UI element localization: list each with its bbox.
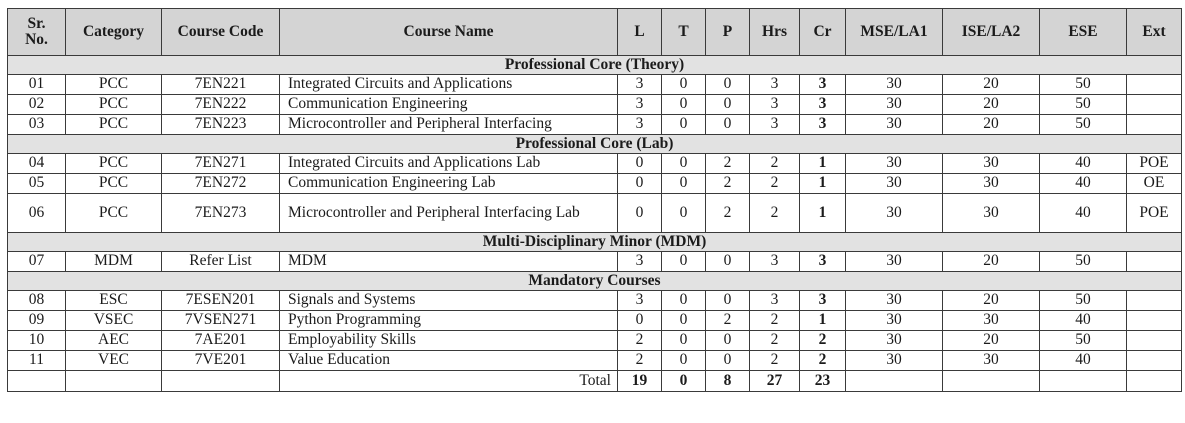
cell-course-name: Signals and Systems	[280, 291, 618, 311]
cell-code: 7VE201	[162, 351, 280, 371]
cell-sr: 11	[8, 351, 66, 371]
section-row-lab	[8, 135, 1182, 154]
table-row	[8, 351, 1182, 371]
table-row	[8, 194, 1182, 233]
cell-l: 0	[618, 154, 662, 174]
cell-code: 7EN273	[162, 194, 280, 233]
cell-mse: 30	[846, 311, 943, 331]
cell-l: 3	[618, 75, 662, 95]
cell-ise: 30	[943, 174, 1040, 194]
total-cr: 23	[800, 371, 846, 392]
cell-course-name: Microcontroller and Peripheral Interfacing	[280, 115, 618, 135]
cell-cr: 3	[800, 115, 846, 135]
header-ese: ESE	[1040, 9, 1127, 56]
cell-p: 0	[706, 75, 750, 95]
cell-code: 7EN223	[162, 115, 280, 135]
section-row-theory	[8, 56, 1182, 75]
cell-empty	[66, 371, 162, 392]
header-p: P	[706, 9, 750, 56]
cell-sr: 07	[8, 252, 66, 272]
cell-mse: 30	[846, 351, 943, 371]
cell-ese: 40	[1040, 154, 1127, 174]
cell-hrs: 3	[750, 115, 800, 135]
cell-code: 7EN272	[162, 174, 280, 194]
cell-ext: OE	[1127, 174, 1182, 194]
cell-ext	[1127, 351, 1182, 371]
cell-course-name: Communication Engineering	[280, 95, 618, 115]
cell-t: 0	[662, 291, 706, 311]
table-row	[8, 115, 1182, 135]
cell-ese: 50	[1040, 331, 1127, 351]
cell-mse: 30	[846, 194, 943, 233]
table-row	[8, 174, 1182, 194]
cell-hrs: 2	[750, 311, 800, 331]
cell-ext	[1127, 252, 1182, 272]
cell-p: 0	[706, 252, 750, 272]
cell-ise: 20	[943, 291, 1040, 311]
cell-l: 3	[618, 95, 662, 115]
cell-p: 0	[706, 351, 750, 371]
header-mse-la1: MSE/LA1	[846, 9, 943, 56]
cell-course-name: Employability Skills	[280, 331, 618, 351]
cell-sr: 09	[8, 311, 66, 331]
cell-ise: 20	[943, 95, 1040, 115]
cell-hrs: 2	[750, 154, 800, 174]
cell-cr: 3	[800, 95, 846, 115]
cell-mse: 30	[846, 291, 943, 311]
cell-ext	[1127, 291, 1182, 311]
cell-ese: 50	[1040, 115, 1127, 135]
cell-cr: 1	[800, 154, 846, 174]
cell-t: 0	[662, 154, 706, 174]
cell-sr: 02	[8, 95, 66, 115]
section-title: Multi-Disciplinary Minor (MDM)	[8, 233, 1182, 252]
cell-course-name: Value Education	[280, 351, 618, 371]
cell-hrs: 2	[750, 351, 800, 371]
cell-mse: 30	[846, 174, 943, 194]
cell-t: 0	[662, 311, 706, 331]
section-title: Professional Core (Lab)	[8, 135, 1182, 154]
cell-cr: 1	[800, 194, 846, 233]
cell-cr: 2	[800, 331, 846, 351]
cell-code: 7EN271	[162, 154, 280, 174]
cell-ese: 40	[1040, 311, 1127, 331]
cell-ise: 20	[943, 75, 1040, 95]
total-label: Total	[280, 371, 618, 392]
header-hrs: Hrs	[750, 9, 800, 56]
cell-ext	[1127, 95, 1182, 115]
cell-mse: 30	[846, 95, 943, 115]
cell-code: 7ESEN201	[162, 291, 280, 311]
cell-ise: 30	[943, 351, 1040, 371]
cell-ise: 30	[943, 154, 1040, 174]
cell-ese: 50	[1040, 95, 1127, 115]
table-row	[8, 75, 1182, 95]
cell-course-name: Integrated Circuits and Applications Lab	[280, 154, 618, 174]
cell-ext	[1127, 75, 1182, 95]
cell-category: PCC	[66, 115, 162, 135]
cell-mse: 30	[846, 75, 943, 95]
table-row	[8, 154, 1182, 174]
cell-empty	[1040, 371, 1127, 392]
cell-empty	[162, 371, 280, 392]
cell-cr: 2	[800, 351, 846, 371]
cell-mse: 30	[846, 252, 943, 272]
cell-ext	[1127, 331, 1182, 351]
cell-course-name: Communication Engineering Lab	[280, 174, 618, 194]
header-ise-la2: ISE/LA2	[943, 9, 1040, 56]
section-title: Mandatory Courses	[8, 272, 1182, 291]
cell-sr: 06	[8, 194, 66, 233]
cell-ise: 20	[943, 115, 1040, 135]
cell-t: 0	[662, 115, 706, 135]
cell-p: 0	[706, 291, 750, 311]
cell-code: 7EN221	[162, 75, 280, 95]
cell-code: 7VSEN271	[162, 311, 280, 331]
cell-ise: 30	[943, 311, 1040, 331]
cell-t: 0	[662, 75, 706, 95]
cell-empty	[943, 371, 1040, 392]
cell-p: 2	[706, 194, 750, 233]
cell-ese: 40	[1040, 174, 1127, 194]
cell-t: 0	[662, 194, 706, 233]
cell-code: 7AE201	[162, 331, 280, 351]
cell-hrs: 3	[750, 75, 800, 95]
cell-p: 0	[706, 331, 750, 351]
cell-mse: 30	[846, 331, 943, 351]
cell-ese: 40	[1040, 351, 1127, 371]
cell-p: 2	[706, 311, 750, 331]
cell-cr: 1	[800, 311, 846, 331]
cell-sr: 01	[8, 75, 66, 95]
cell-l: 2	[618, 351, 662, 371]
cell-p: 0	[706, 115, 750, 135]
course-scheme-table-wrapper	[7, 8, 1182, 392]
cell-p: 2	[706, 154, 750, 174]
cell-t: 0	[662, 331, 706, 351]
cell-ese: 40	[1040, 194, 1127, 233]
table-row	[8, 252, 1182, 272]
table-row	[8, 291, 1182, 311]
header-course-name: Course Name	[280, 9, 618, 56]
cell-l: 3	[618, 291, 662, 311]
cell-category: PCC	[66, 95, 162, 115]
cell-category: MDM	[66, 252, 162, 272]
total-hrs: 27	[750, 371, 800, 392]
header-row	[8, 9, 1182, 56]
cell-category: PCC	[66, 194, 162, 233]
cell-code: Refer List	[162, 252, 280, 272]
cell-sr: 03	[8, 115, 66, 135]
cell-category: ESC	[66, 291, 162, 311]
header-course-code: Course Code	[162, 9, 280, 56]
cell-empty	[1127, 371, 1182, 392]
cell-hrs: 3	[750, 95, 800, 115]
cell-ese: 50	[1040, 75, 1127, 95]
cell-sr: 04	[8, 154, 66, 174]
cell-p: 2	[706, 174, 750, 194]
header-sr-no: Sr. No.	[8, 9, 66, 56]
cell-hrs: 3	[750, 252, 800, 272]
cell-ise: 20	[943, 331, 1040, 351]
cell-category: PCC	[66, 154, 162, 174]
cell-course-name: Integrated Circuits and Applications	[280, 75, 618, 95]
cell-l: 0	[618, 174, 662, 194]
cell-l: 0	[618, 194, 662, 233]
cell-p: 0	[706, 95, 750, 115]
cell-cr: 3	[800, 291, 846, 311]
section-row-mdm	[8, 233, 1182, 252]
table-row	[8, 331, 1182, 351]
section-row-mandatory	[8, 272, 1182, 291]
header-category: Category	[66, 9, 162, 56]
table-row	[8, 311, 1182, 331]
cell-hrs: 3	[750, 291, 800, 311]
section-title: Professional Core (Theory)	[8, 56, 1182, 75]
cell-empty	[846, 371, 943, 392]
cell-course-name: MDM	[280, 252, 618, 272]
cell-t: 0	[662, 252, 706, 272]
cell-empty	[8, 371, 66, 392]
cell-l: 3	[618, 252, 662, 272]
cell-category: PCC	[66, 174, 162, 194]
cell-course-name: Microcontroller and Peripheral Interfacing Lab	[280, 194, 618, 233]
cell-l: 0	[618, 311, 662, 331]
cell-category: VSEC	[66, 311, 162, 331]
course-scheme-table	[7, 8, 1182, 392]
header-l: L	[618, 9, 662, 56]
cell-cr: 3	[800, 75, 846, 95]
cell-code: 7EN222	[162, 95, 280, 115]
cell-ese: 50	[1040, 291, 1127, 311]
cell-ise: 30	[943, 194, 1040, 233]
cell-sr: 10	[8, 331, 66, 351]
cell-ext: POE	[1127, 194, 1182, 233]
cell-ext	[1127, 311, 1182, 331]
cell-sr: 08	[8, 291, 66, 311]
total-l: 19	[618, 371, 662, 392]
cell-sr: 05	[8, 174, 66, 194]
cell-category: VEC	[66, 351, 162, 371]
cell-hrs: 2	[750, 174, 800, 194]
cell-category: AEC	[66, 331, 162, 351]
header-cr: Cr	[800, 9, 846, 56]
total-row	[8, 371, 1182, 392]
cell-t: 0	[662, 351, 706, 371]
total-t: 0	[662, 371, 706, 392]
cell-course-name: Python Programming	[280, 311, 618, 331]
cell-ese: 50	[1040, 252, 1127, 272]
cell-category: PCC	[66, 75, 162, 95]
cell-hrs: 2	[750, 194, 800, 233]
cell-t: 0	[662, 174, 706, 194]
cell-l: 2	[618, 331, 662, 351]
table-header	[8, 9, 1182, 56]
cell-mse: 30	[846, 154, 943, 174]
cell-l: 3	[618, 115, 662, 135]
cell-cr: 1	[800, 174, 846, 194]
cell-ise: 20	[943, 252, 1040, 272]
cell-hrs: 2	[750, 331, 800, 351]
cell-ext: POE	[1127, 154, 1182, 174]
header-ext: Ext	[1127, 9, 1182, 56]
table-row	[8, 95, 1182, 115]
cell-ext	[1127, 115, 1182, 135]
header-t: T	[662, 9, 706, 56]
cell-mse: 30	[846, 115, 943, 135]
cell-cr: 3	[800, 252, 846, 272]
table-body	[8, 56, 1182, 392]
cell-t: 0	[662, 95, 706, 115]
total-p: 8	[706, 371, 750, 392]
